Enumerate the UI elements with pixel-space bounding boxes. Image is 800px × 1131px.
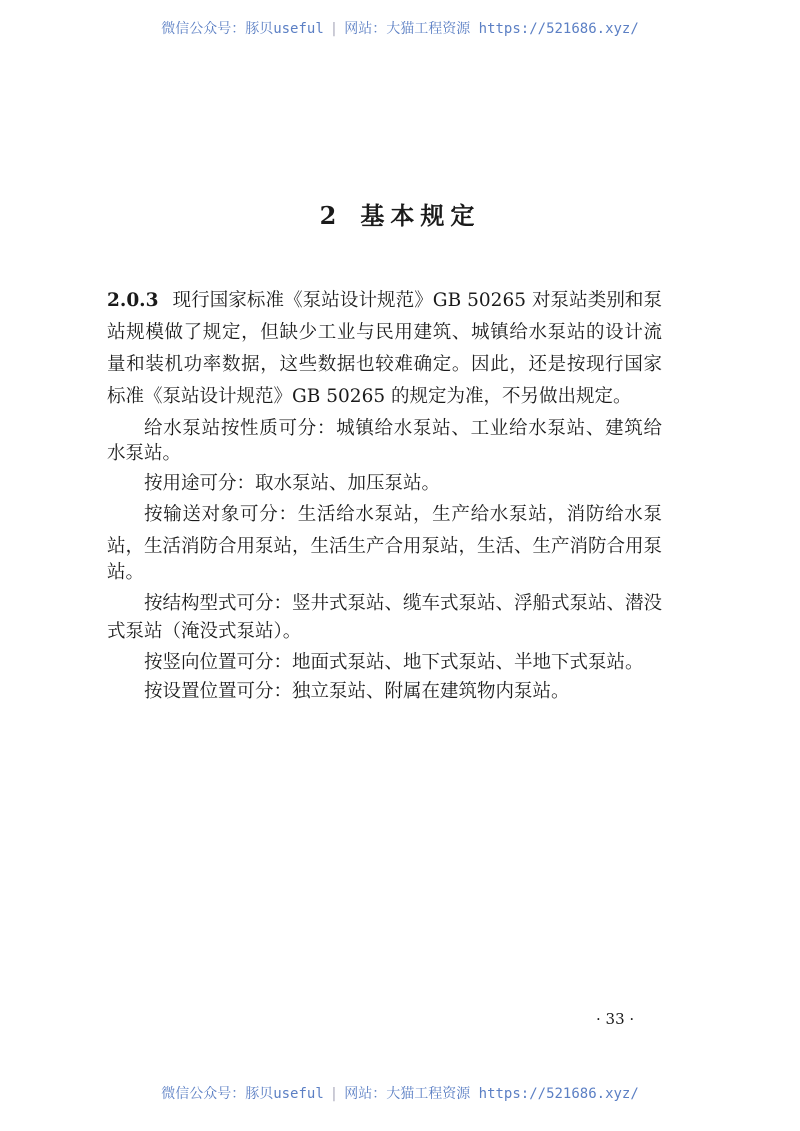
watermark-left: 微信公众号：豚贝useful bbox=[161, 1086, 324, 1102]
section-number: 2 bbox=[319, 201, 343, 230]
clause-text: 现行国家标准《泵站设计规范》GB 50265 对泵站类别和泵 bbox=[172, 290, 662, 311]
clause-line: 站规模做了规定，但缺少工业与民用建筑、城镇给水泵站的设计流 bbox=[107, 322, 662, 343]
paragraph-line: 按输送对象可分：生活给水泵站，生产给水泵站，消防给水泵 bbox=[144, 504, 662, 525]
paragraph-line: 站，生活消防合用泵站，生活生产合用泵站，生活、生产消防合用泵 bbox=[107, 536, 663, 557]
paragraph-line: 按用途可分：取水泵站、加压泵站。 bbox=[144, 473, 441, 494]
watermark-separator: | bbox=[329, 21, 339, 37]
watermark-right: 网站：大猫工程资源 https://521686.xyz/ bbox=[344, 21, 639, 37]
clause-line: 量和装机功率数据，这些数据也较难确定。因此，还是按现行国家 bbox=[107, 354, 662, 375]
section-title-text: 基本规定 bbox=[360, 201, 481, 230]
watermark-bottom bbox=[0, 1083, 800, 1103]
clause-line: 标准《泵站设计规范》GB 50265 的规定为准，不另做出规定。 bbox=[107, 386, 632, 407]
paragraph-line: 水泵站。 bbox=[107, 443, 182, 464]
paragraph-line: 站。 bbox=[107, 562, 145, 583]
paragraph-line: 按结构型式可分：竖井式泵站、缆车式泵站、浮船式泵站、潜没 bbox=[144, 593, 663, 614]
clause-line bbox=[107, 289, 662, 313]
watermark-top bbox=[0, 18, 800, 38]
section-title bbox=[0, 196, 800, 231]
paragraph-line: 给水泵站按性质可分：城镇给水泵站、工业给水泵站、建筑给 bbox=[144, 418, 662, 439]
paragraph-line: 按设置位置可分：独立泵站、附属在建筑物内泵站。 bbox=[144, 681, 570, 702]
watermark-separator: | bbox=[329, 1086, 339, 1102]
clause-number: 2.0.3 bbox=[107, 290, 159, 311]
watermark-left: 微信公众号：豚贝useful bbox=[161, 21, 324, 37]
paragraph-line: 按竖向位置可分：地面式泵站、地下式泵站、半地下式泵站。 bbox=[144, 652, 644, 673]
paragraph-line: 式泵站（淹没式泵站）。 bbox=[107, 621, 302, 642]
watermark-right: 网站：大猫工程资源 https://521686.xyz/ bbox=[344, 1086, 639, 1102]
page-number: · 33 · bbox=[596, 1010, 635, 1028]
